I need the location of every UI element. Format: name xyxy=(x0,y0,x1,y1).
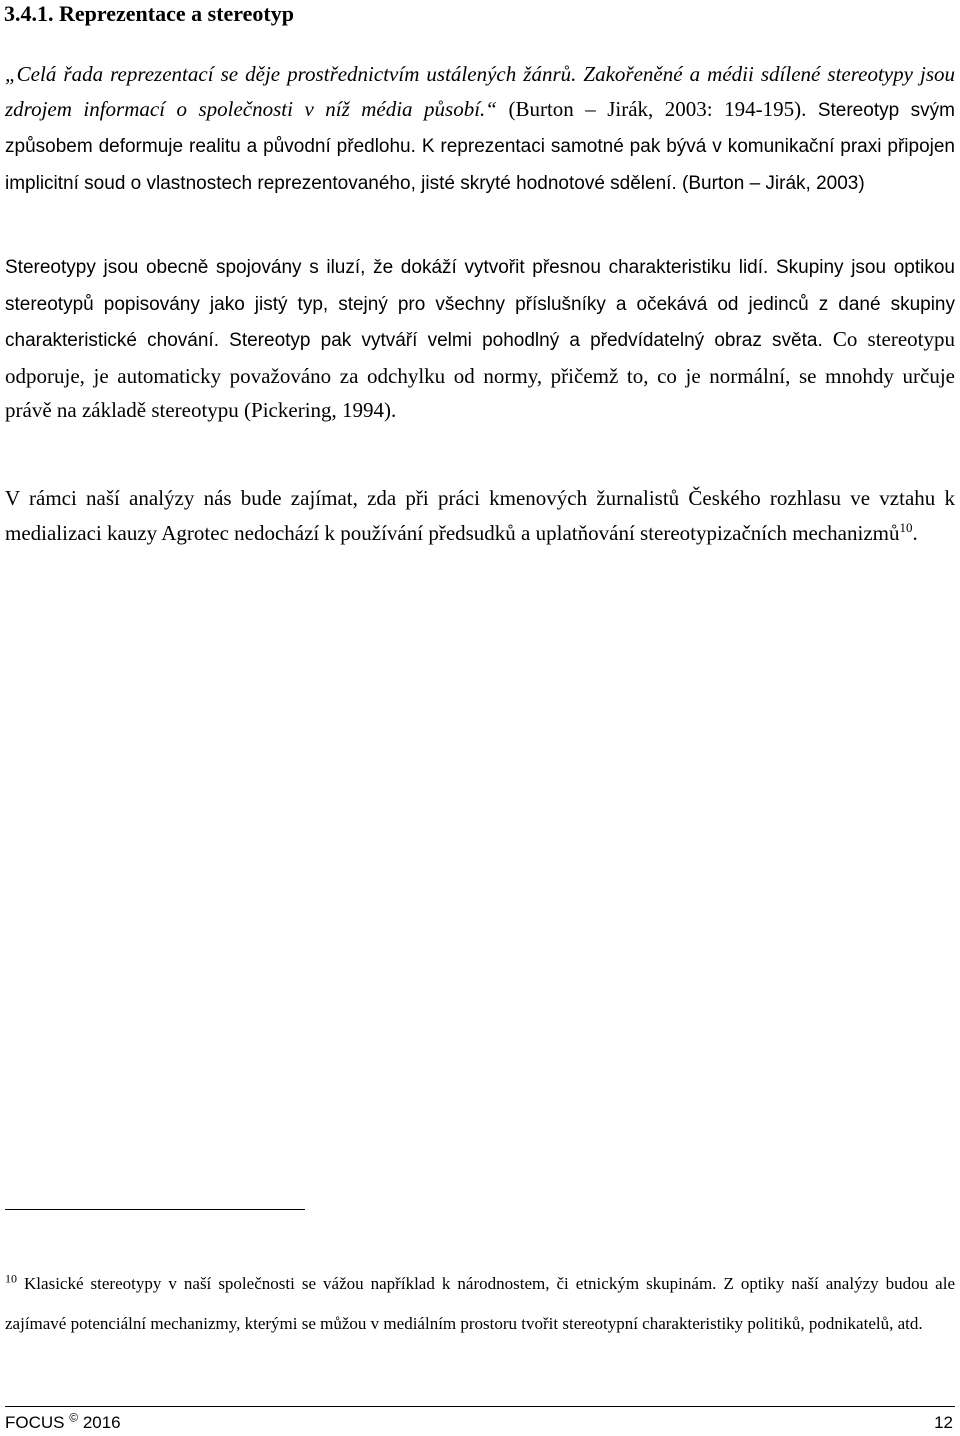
paragraph-stereotypes xyxy=(5,249,955,428)
footnote-number: 10 xyxy=(5,1271,17,1286)
page-number: 12 xyxy=(934,1413,953,1432)
page-footer xyxy=(5,1406,955,1433)
footer-year: 2016 xyxy=(82,1413,121,1432)
footnote xyxy=(5,1264,955,1344)
stereotypes-sans-text: Stereotypy jsou obecně spojovány s iluzí, že dokáží vytvořit přesnou charakteristiku lidí. Skupiny jsou optikou stereotypů popisovány jako jistý typ, stejný pro všechny příslušníky a očekává od jedinců z dané skupiny charakteristické chování. Stereotyp pak vytváří velmi pohodlný a předvídatelný obraz světa. xyxy=(5,257,955,351)
section-heading: 3.4.1. Reprezentace a stereotyp xyxy=(4,1,294,26)
stereotype-sentence: Stereotyp svým způsobem deformuje realitu a původní předlohu. xyxy=(5,99,955,157)
quote-citation: (Burton – Jirák, 2003: 194-195). xyxy=(496,96,807,121)
footer-publisher xyxy=(5,1410,121,1436)
copyright-icon: © xyxy=(69,1410,79,1425)
footnote-reference[interactable]: 10 xyxy=(899,519,913,535)
analysis-text: V rámci naší analýzy nás bude zajímat, zda při práci kmenových žurnalistů Českého rozhlasu ve vztahu k medializaci kauzy Agrotec nedochází k používání předsudků a uplatňování stereotypizačních mechanizmů xyxy=(5,486,955,545)
stereotypes-serif-text: Co stereotypu odporuje, je automaticky považováno za odchylku od normy, přičemž to, co je normální, se mnohdy určuje právě na základě stereotypu (Pickering, 1994). xyxy=(5,327,955,422)
publisher-name: FOCUS xyxy=(5,1413,65,1432)
representation-sentence: K reprezentaci samotné pak bývá v komunikační praxi připojen implicitní soud o vlastnostech reprezentovaného, jisté skryté hodnotové sdělení. xyxy=(5,136,955,194)
quote-text: „Celá řada reprezentací se děje prostřednictvím ustálených žánrů. Zakořeněné a médii sdílené stereotypy jsou zdrojem informací o společnosti v níž média působí.“ xyxy=(5,62,955,121)
footnote-text: Klasické stereotypy v naší společnosti se vážou například k národnostem, či etnickým skupinám. Z optiky naší analýzy budou ale zajímavé potenciální mechanizmy, kterými se můžou v mediálním prostoru tvořit stereotypní charakteristiky politiků, podnikatelů, atd. xyxy=(5,1274,955,1333)
paragraph-representation xyxy=(5,57,955,201)
burton-citation: (Burton – Jirák, 2003) xyxy=(676,172,865,194)
analysis-end: . xyxy=(912,520,918,545)
paragraph-analysis xyxy=(5,481,955,550)
footnote-divider xyxy=(5,1209,305,1210)
